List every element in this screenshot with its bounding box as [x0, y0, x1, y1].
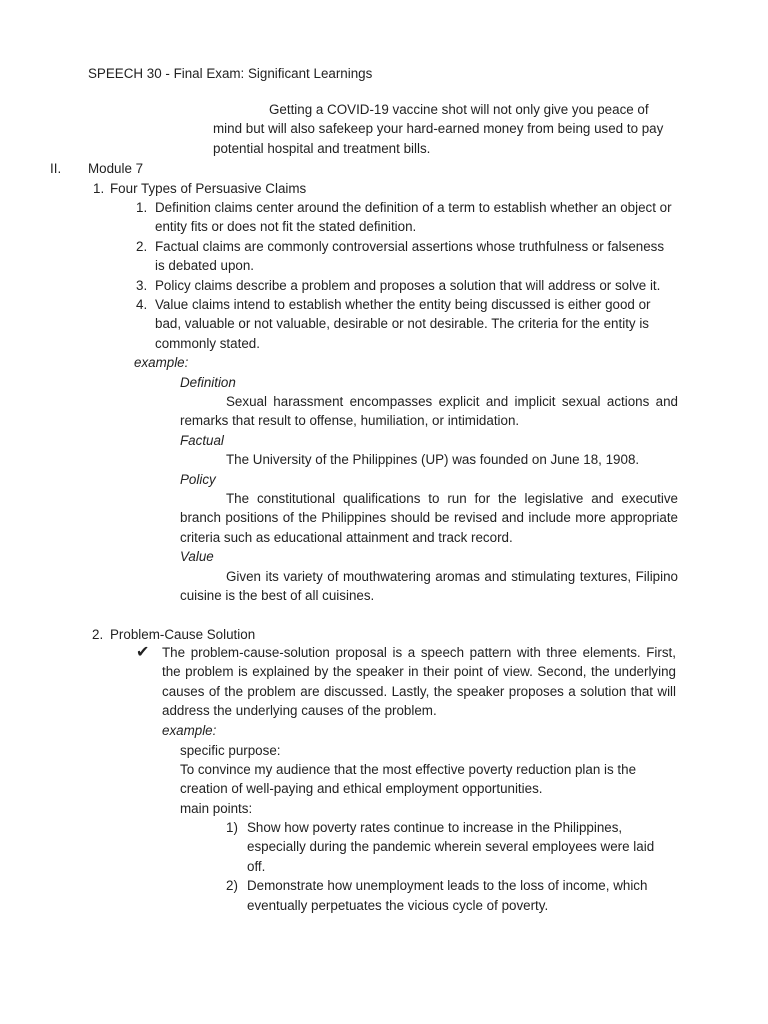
intro-paragraph [213, 100, 673, 158]
example-label: example: [162, 723, 217, 738]
list-item: 4. Value claims intend to establish whether the entity being discussed is either good or bad, valuable or not valuable, desirable or not desirable. The criteria for the entity is commonly stated. [136, 297, 651, 351]
list-item: 1. Definition claims center around the definition of a term to establish whether an object or entity fits or does not fit the stated definition. [136, 200, 672, 235]
example-policy-label: Policy [180, 472, 216, 487]
checkmark-icon: ✔ [136, 644, 150, 661]
pcs-description: The problem-cause-solution proposal is a speech pattern with three elements. First, the problem is explained by the speaker in their point of view. Second, the underlying causes of the problem are discussed. Lastly, the speaker proposes a solution that will address the underlying causes of the problem. [162, 645, 676, 719]
intro-text: Getting a COVID-19 vaccine shot will not only give you peace of mind but will also safekeep your hard-earned money from being used to pay potential hospital and treatment bills. [213, 102, 664, 156]
example-label: example: [134, 355, 189, 370]
example-value-label: Value [180, 549, 214, 564]
example-definition-label: Definition [180, 375, 236, 390]
list-item: 2. Factual claims are commonly controversial assertions whose truthfulness or falseness is debated upon. [136, 238, 665, 274]
example-value-text: Given its variety of mouthwatering aromas and stimulating textures, Filipino cuisine is the best of all cuisines. [180, 569, 678, 604]
document-title: SPEECH 30 - Final Exam: Significant Learnings [88, 66, 373, 81]
claim-types-list [136, 198, 676, 353]
subsection-1-title: Four Types of Persuasive Claims [110, 181, 307, 196]
main-points-label: main points: [180, 801, 253, 816]
subsection-2-title: Problem-Cause Solution [110, 627, 256, 642]
example-definition-text: Sexual harassment encompasses explicit and implicit sexual actions and remarks that result to offense, humiliation, or intimidation. [180, 394, 678, 429]
section-title: Module 7 [88, 161, 144, 176]
specific-purpose-text: To convince my audience that the most effective poverty reduction plan is the creation of well-paying and ethical employment opportunities. [180, 762, 637, 797]
main-points-list [226, 818, 676, 915]
section-number: II. [50, 161, 62, 176]
example-factual-label: Factual [180, 433, 224, 448]
subsection-1-number: 1. [93, 181, 105, 196]
example-factual-text: The University of the Philippines (UP) was founded on June 18, 1908. [226, 452, 640, 467]
list-item: 3. Policy claims describe a problem and proposes a solution that will address or solve it. [136, 277, 661, 293]
subsection-2-number: 2. [92, 627, 104, 642]
list-item: 2) Demonstrate how unemployment leads to the loss of income, which eventually perpetuates the vicious cycle of poverty. [226, 878, 648, 913]
specific-purpose-label: specific purpose: [180, 743, 281, 758]
list-item: 1) Show how poverty rates continue to increase in the Philippines, especially during the pandemic wherein several employees were laid off. [226, 820, 655, 874]
example-policy-text: The constitutional qualifications to run for the legislative and executive branch positions of the Philippines should be revised and include more appropriate criteria such as educational attainment and track record. [180, 491, 678, 545]
